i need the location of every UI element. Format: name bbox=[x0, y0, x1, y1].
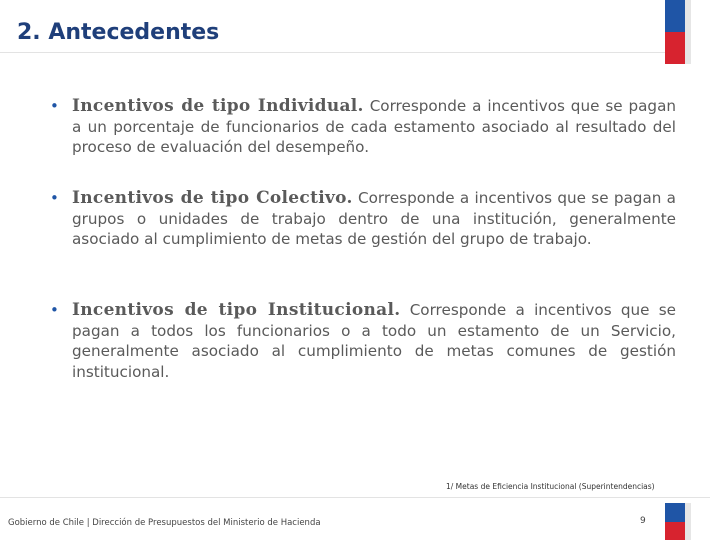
page-number: 9 bbox=[640, 516, 646, 526]
bullet-marker: • bbox=[50, 97, 59, 115]
footer-divider bbox=[0, 497, 710, 498]
flag-shadow-bottom bbox=[685, 503, 691, 540]
bullet-body bbox=[72, 300, 676, 382]
flag-blue-band bbox=[665, 503, 685, 522]
bullet-lead: Incentivos de tipo Colectivo. bbox=[72, 188, 353, 208]
slide-title: 2. Antecedentes bbox=[17, 20, 220, 45]
bullet-body bbox=[72, 96, 676, 158]
chile-flag-stripe-bottom bbox=[665, 503, 685, 540]
bullet-individual bbox=[50, 96, 676, 158]
bullet-description: Corresponde a incentivos que se pagan a grupos o unidades de trabajo dentro de una institución, generalmente asociado al cumplimiento de metas de gestión del grupo de trabajo. bbox=[72, 189, 676, 248]
footer-text: Gobierno de Chile | Dirección de Presupuestos del Ministerio de Hacienda bbox=[8, 518, 321, 528]
bullet-marker: • bbox=[50, 301, 59, 319]
footnote: 1/ Metas de Eficiencia Institucional (Superintendencias) bbox=[446, 482, 655, 491]
bullet-marker: • bbox=[50, 189, 59, 207]
flag-blue-band bbox=[665, 0, 685, 32]
bullet-description: Corresponde a incentivos que se pagan a todos los funcionarios o a todo un estamento de un Servicio, generalmente asociado al cumplimiento de metas comunes de gestión institucional. bbox=[72, 301, 676, 381]
bullet-body bbox=[72, 188, 676, 250]
title-divider bbox=[0, 52, 672, 53]
flag-red-band bbox=[665, 522, 685, 540]
bullet-lead: Incentivos de tipo Individual. bbox=[72, 96, 364, 116]
bullet-description: Corresponde a incentivos que se pagan a un porcentaje de funcionarios de cada estamento asociado al resultado del proceso de evaluación del desempeño. bbox=[72, 97, 676, 156]
bullet-colectivo bbox=[50, 188, 676, 250]
bullet-lead: Incentivos de tipo Institucional. bbox=[72, 300, 401, 320]
chile-flag-stripe-top bbox=[665, 0, 685, 64]
flag-shadow-top bbox=[685, 0, 691, 64]
flag-red-band bbox=[665, 32, 685, 64]
bullet-institucional bbox=[50, 300, 676, 382]
